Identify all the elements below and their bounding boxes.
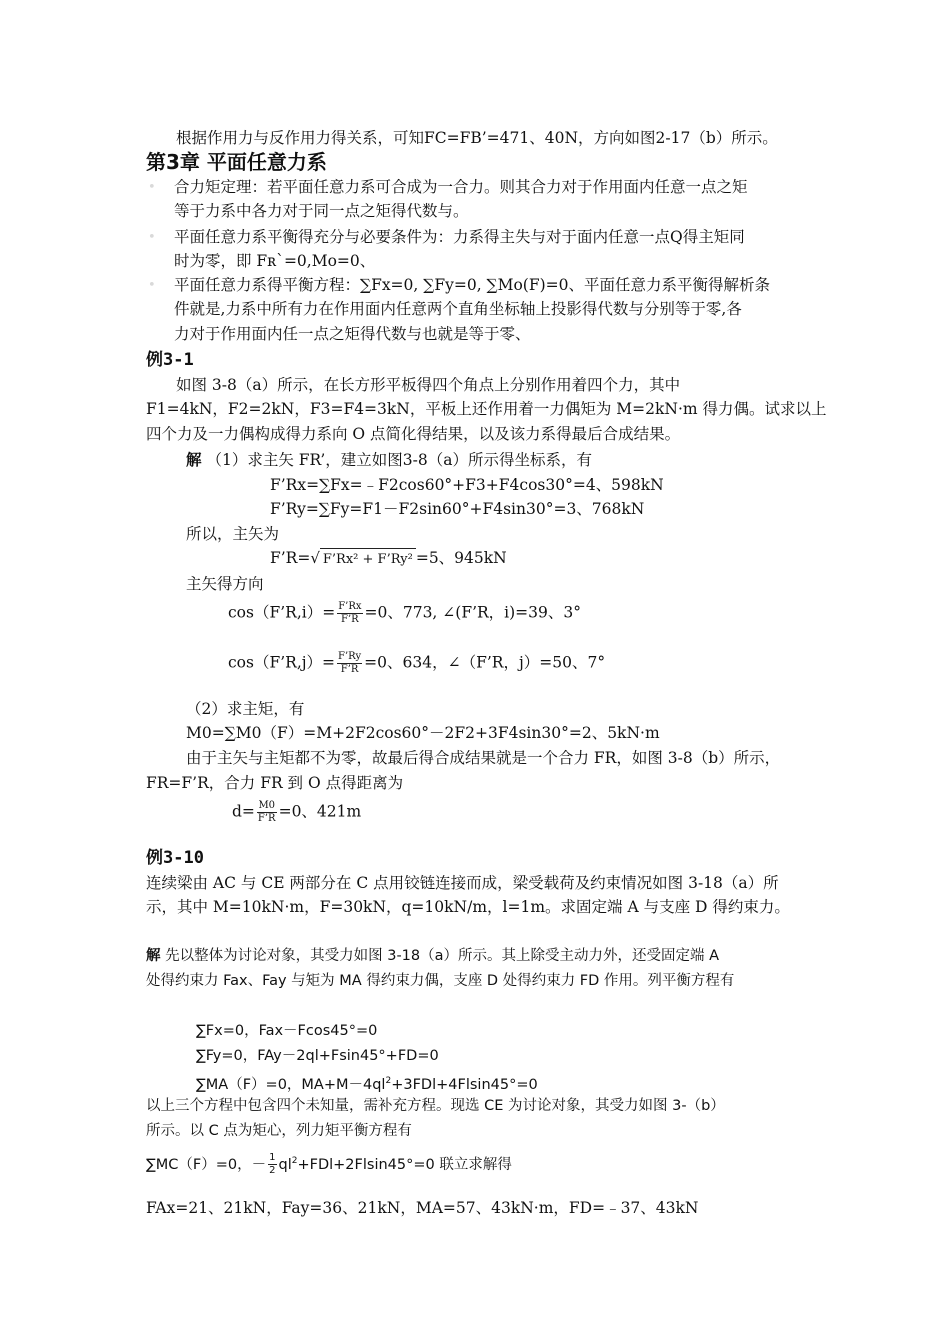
example-heading: 例3-1: [146, 350, 194, 370]
equation: [196, 1070, 538, 1096]
equation-part: cos（F’R,i）=: [228, 603, 336, 622]
text-line: 平面任意力系得平衡方程：∑Fx=0, ∑Fy=0, ∑Mo(F)=0、平面任意力系平衡得解析条: [174, 276, 771, 294]
denominator: F’R: [340, 664, 359, 675]
numerator: M0: [258, 800, 276, 811]
text-line: 如图 3-8（a）所示，在长方形平板得四个角点上分别作用着四个力，其中: [176, 376, 681, 394]
equation: ∑Fx=0，Fax－Fcos45°=0: [196, 1023, 378, 1039]
text-line: F1=4kN，F2=2kN，F3=F4=3kN，平板上还作用着一力偶矩为 M=2kN·m 得力偶。试求以上: [146, 400, 827, 418]
text-line: 以上三个方程中包含四个未知量，需补充方程。现选 CE 为讨论对象，其受力如图 3-（b）: [146, 1098, 725, 1114]
solution-label: 解: [146, 948, 161, 964]
equation-part: ql: [278, 1156, 292, 1173]
text-line: （2）求主矩，有: [186, 700, 305, 718]
sqrt-sign-icon: √: [310, 549, 320, 567]
solution-text: （1）求主矢 FR’，建立如图3-8（a）所示得坐标系，有: [206, 451, 592, 469]
equation: F’Rx=∑Fx=﹣F2cos60°+F3+F4cos30°=4、598kN: [270, 476, 664, 494]
equation: F’Ry=∑Fy=F1－F2sin60°+F4sin30°=3、768kN: [270, 500, 645, 518]
text-line: 件就是,力系中所有力在作用面内任意两个直角坐标轴上投影得代数与分别等于零,各: [174, 300, 742, 318]
numerator: 1: [269, 1152, 276, 1164]
chapter-heading: 第3章 平面任意力系: [146, 150, 327, 174]
text-line: 所以，主矢为: [186, 525, 280, 543]
equation: M0=∑M0（F）=M+2F2cos60°－2F2+3F4sin30°=2、5kN·m: [186, 724, 660, 742]
denominator: 2: [269, 1165, 276, 1177]
text-line: 四个力及一力偶构成得力系向 O 点简化得结果，以及该力系得最后合成结果。: [146, 425, 681, 443]
bullet-icon: •: [148, 278, 156, 293]
equation: [270, 547, 507, 571]
equation: [228, 651, 605, 676]
fraction: [337, 601, 362, 626]
equation-part: +3FDl+4Flsin45°=0: [391, 1076, 538, 1093]
numerator: F’Rx: [338, 601, 362, 612]
text-line: 力对于作用面内任一点之矩得代数与也就是等于零、: [174, 325, 531, 343]
superscript: 2: [291, 1156, 298, 1166]
text-line: 处得约束力 Fax、Fay 与矩为 MA 得约束力偶，支座 D 处得约束力 FD 作用。列平衡方程有: [146, 973, 735, 989]
solution-label: 解: [186, 450, 202, 469]
equation-part: F’R=: [270, 549, 311, 567]
solution-line: [186, 449, 592, 471]
equation: ∑Fy=0，FAy－2ql+Fsin45°+FD=0: [196, 1048, 439, 1064]
equation-part: =0、421m: [278, 802, 362, 821]
equation: [228, 601, 581, 626]
bullet-icon: •: [148, 230, 156, 245]
superscript: 2: [385, 1076, 392, 1086]
fraction: [268, 1152, 276, 1177]
equation-part: ∑MC（F）=0，－: [146, 1156, 267, 1173]
text-line: 主矢得方向: [186, 575, 264, 593]
solution-line: [146, 945, 719, 967]
bullet-icon: •: [148, 180, 156, 195]
text-line: 平面任意力系平衡得充分与必要条件为：力系得主失与对于面内任意一点Q得主矩同: [174, 228, 745, 246]
text-line: 时为零，即 Fʀ`=0,Mo=0、: [174, 252, 376, 270]
text-line: 合力矩定理：若平面任意力系可合成为一合力。则其合力对于作用面内任意一点之矩: [174, 178, 748, 196]
numerator: F’Ry: [338, 651, 362, 662]
text-line: FR=F’R，合力 FR 到 O 点得距离为: [146, 774, 404, 792]
text-line: 由于主矢与主矩都不为零，故最后得合成结果就是一个合力 FR，如图 3-8（b）所示，: [186, 749, 781, 767]
fraction: [257, 800, 277, 825]
text-line: 所示。以 C 点为矩心，列力矩平衡方程有: [146, 1123, 412, 1139]
fraction: [337, 651, 362, 676]
denominator: F’R: [341, 614, 359, 625]
equation-part: cos（F’R,j）=: [228, 653, 336, 672]
equation: [146, 1150, 512, 1177]
equation-part: +FDl+2Flsin45°=0 联立求解得: [297, 1156, 512, 1173]
equation-part: =0、773, ∠(F’R，i)=39、3°: [364, 603, 582, 622]
result-line: FAx=21、21kN，Fay=36、21kN，MA=57、43kN·m，FD=﹣37、43kN: [146, 1199, 699, 1217]
radicand: F’Rx² + F’Ry²: [320, 548, 416, 571]
solution-text: 先以整体为讨论对象，其受力如图 3-18（a）所示。其上除受主动力外，还受固定端 A: [165, 948, 720, 964]
text-line: 示，其中 M=10kN·m，F=30kN，q=10kN/m，l=1m。求固定端 A 与支座 D 得约束力。: [146, 898, 790, 916]
denominator: F’R: [257, 813, 276, 824]
equation-part: =5、945kN: [415, 549, 507, 567]
text-line: 等于力系中各力对于同一点之矩得代数与。: [174, 202, 469, 220]
text-line: 连续梁由 AC 与 CE 两部分在 C 点用铰链连接而成，梁受载荷及约束情况如图 3-18（a）所: [146, 874, 779, 892]
text-line: 根据作用力与反作用力得关系，可知FC=FB’=471、40N，方向如图2-17（b）所示。: [176, 129, 778, 147]
equation-part: ∑MA（F）=0，MA+M－4ql: [196, 1076, 386, 1093]
equation: [232, 800, 361, 825]
equation-part: d=: [232, 802, 255, 821]
example-heading: 例3-10: [146, 848, 204, 868]
equation-part: =0、634，∠（F’R，j）=50、7°: [364, 653, 606, 672]
